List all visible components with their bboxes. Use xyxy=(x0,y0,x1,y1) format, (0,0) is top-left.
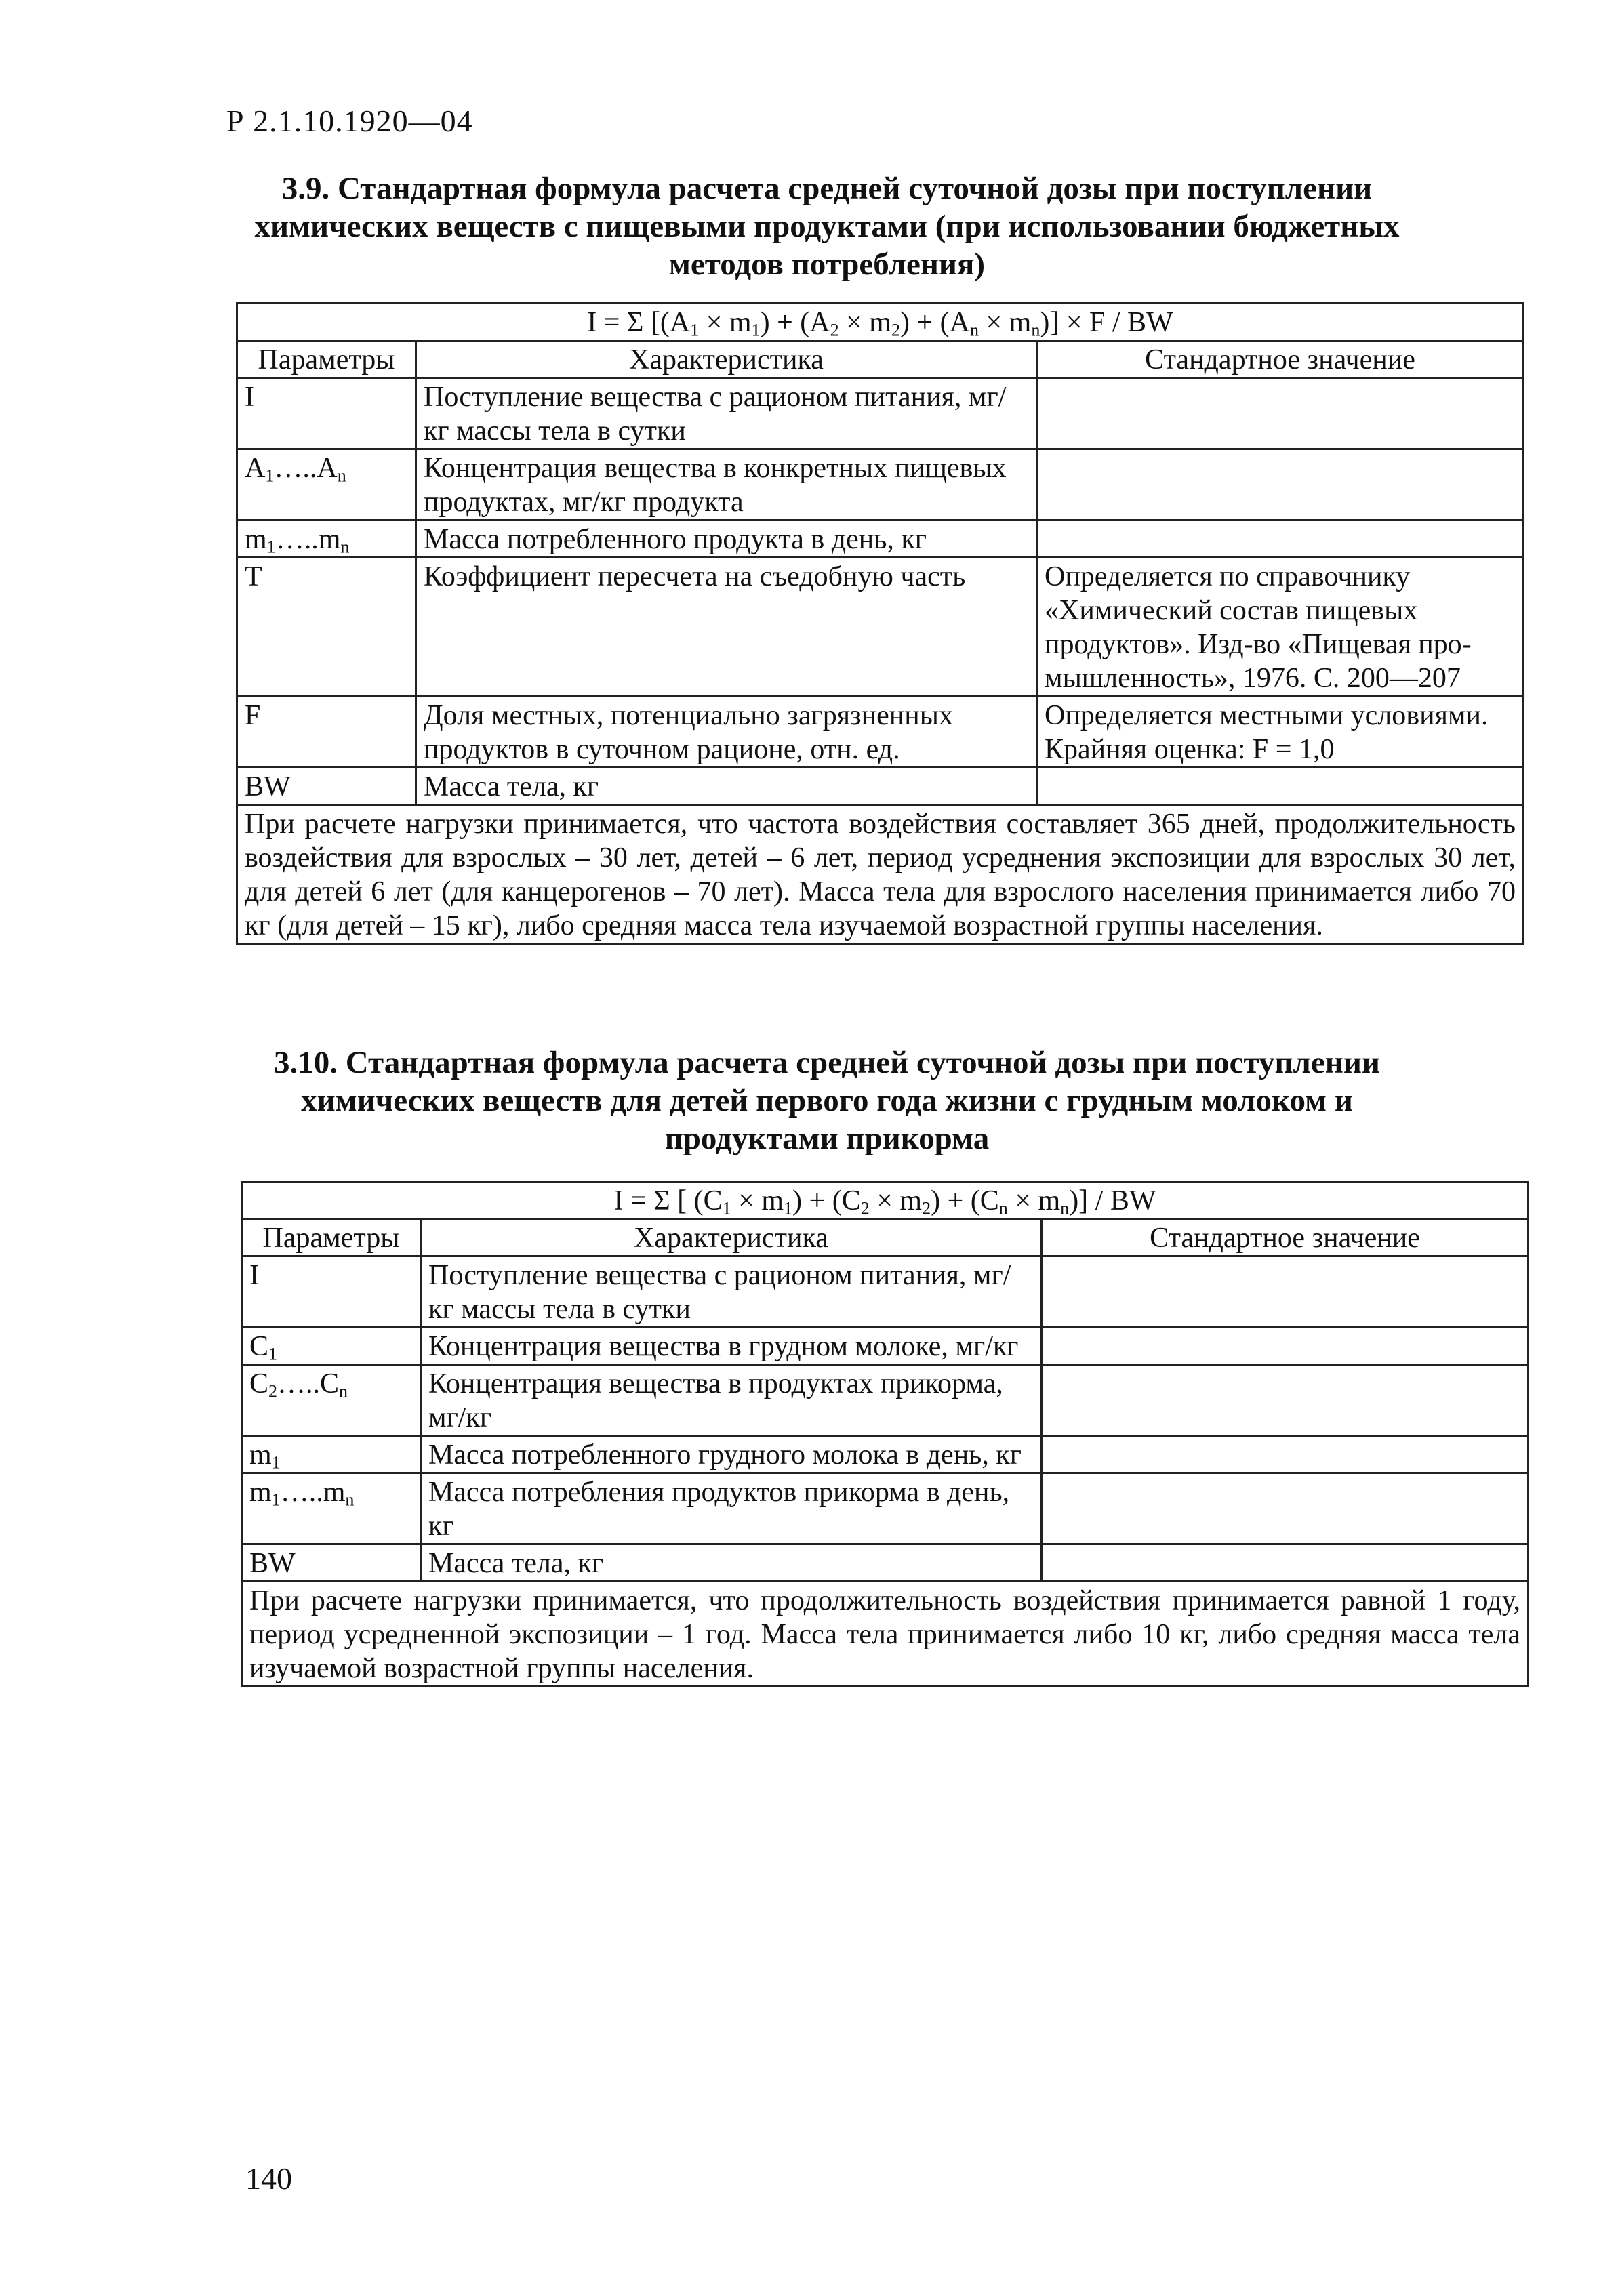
parameter-symbol: $m_1\dots..m_n$ xyxy=(242,1473,421,1544)
parameter-description: Масса потребления продуктов прикорма в день, кг xyxy=(421,1473,1042,1544)
formula: I = Σ [ $(C_1 \times m_1) + (C_2 \times m_2) + (C_n \times m_n)$] / BW xyxy=(242,1182,1529,1219)
page-number: 140 xyxy=(245,2161,292,2196)
parameter-standard-value xyxy=(1037,520,1524,558)
document-code: Р 2.1.10.1920—04 xyxy=(226,104,473,138)
header-standard-value: Стандартное значение xyxy=(1042,1219,1529,1256)
parameter-rows xyxy=(242,1256,1529,1582)
calculation-note: При расчете нагрузки принимается, что частота воздействия составляет 365 дней, продолжительность воздействия для взрослых – 30 лет, детей – 6 лет, период усреднения экспозиции для взрослых 30 лет, для детей 6 лет (для канцерогенов – 70 лет). Масса тела для взрослого населения принимается либо 70 кг (для детей – 15 кг), либо средняя масса тела изучаемой возрастной группы населения. xyxy=(237,805,1524,944)
parameter-description: Масса тела, кг xyxy=(421,1544,1042,1582)
header-description: Характеристика xyxy=(416,341,1037,378)
section-3-9-title: 3.9. Стандартная формула расчета средней суточной дозы при поступлении химических веществ с пищевыми продуктами (при использовании бюджетных методов потребления) xyxy=(254,171,1400,282)
parameter-description: Концентрация вещества в грудном молоке, мг/кг xyxy=(421,1328,1042,1365)
parameter-symbol: $A_1\dots..A_n$ xyxy=(237,449,416,520)
table-row xyxy=(242,1473,1529,1544)
table-row xyxy=(242,1436,1529,1473)
table-row xyxy=(237,520,1524,558)
table-row xyxy=(237,558,1524,697)
parameter-standard-value xyxy=(1037,378,1524,449)
parameter-standard-value xyxy=(1042,1365,1529,1436)
header-params: Параметры xyxy=(237,341,416,378)
parameter-standard-value xyxy=(1037,449,1524,520)
parameter-symbol: $C_2\dots..C_n$ xyxy=(242,1365,421,1436)
formula: I = Σ $[(A_1 \times m_1) + (A_2 \times m_2) + (A_n \times m_n)] \times F$ / BW xyxy=(237,304,1524,341)
parameter-symbol: I xyxy=(237,378,416,449)
parameter-symbol: $m_1\dots..m_n$ xyxy=(237,520,416,558)
formula-row xyxy=(242,1182,1529,1219)
note-row xyxy=(237,805,1524,944)
calculation-note: При расчете нагрузки принимается, что продолжительность воздействия принимается равной 1 году, период усредненной экспозиции – 1 год. Масса тела принимается либо 10 кг, либо средняя масса тела изучаемой возрастной группы населения. xyxy=(242,1582,1529,1687)
parameter-standard-value: Определяется местными условиями. Крайняя оценка: F = 1,0 xyxy=(1037,697,1524,768)
section-3-10-title: 3.10. Стандартная формула расчета средней суточной дозы при поступлении химических веществ для детей первого года жизни с грудным молоком и продуктами прикорма xyxy=(273,1045,1380,1156)
parameter-symbol: T xyxy=(237,558,416,697)
table-row xyxy=(237,378,1524,449)
parameter-description: Масса потребленного продукта в день, кг xyxy=(416,520,1037,558)
table-row xyxy=(237,449,1524,520)
formula-row xyxy=(237,304,1524,341)
parameter-symbol: F xyxy=(237,697,416,768)
table-row xyxy=(237,697,1524,768)
table-row xyxy=(242,1256,1529,1328)
parameter-description: Масса тела, кг xyxy=(416,768,1037,805)
table-row xyxy=(237,768,1524,805)
parameter-description: Поступление вещества с рационом питания, мг/кг массы тела в сутки xyxy=(421,1256,1042,1328)
header-params: Параметры xyxy=(242,1219,421,1256)
table-row xyxy=(242,1544,1529,1582)
parameter-standard-value: Определяется по справочнику «Химический состав пищевых продуктов». Изд-во «Пищевая промышленность», 1976. С. 200—207 xyxy=(1037,558,1524,697)
formula-table-3-10 xyxy=(241,1181,1529,1687)
parameter-standard-value xyxy=(1037,768,1524,805)
header-standard-value: Стандартное значение xyxy=(1037,341,1524,378)
formula-table-3-9 xyxy=(236,302,1524,945)
table-header-row xyxy=(237,341,1524,378)
table-row xyxy=(242,1328,1529,1365)
table-header-row xyxy=(242,1219,1529,1256)
note-row xyxy=(242,1582,1529,1687)
header-description: Характеристика xyxy=(421,1219,1042,1256)
parameter-description: Концентрация вещества в конкретных пищевых продуктах, мг/кг продукта xyxy=(416,449,1037,520)
parameter-symbol: BW xyxy=(237,768,416,805)
parameter-description: Коэффициент пересчета на съедобную часть xyxy=(416,558,1037,697)
parameter-description: Доля местных, потенциально загрязненных продуктов в суточном рационе, отн. ед. xyxy=(416,697,1037,768)
parameter-description: Концентрация вещества в продуктах прикорма, мг/кг xyxy=(421,1365,1042,1436)
parameter-symbol: $C_1$ xyxy=(242,1328,421,1365)
parameter-standard-value xyxy=(1042,1256,1529,1328)
parameter-standard-value xyxy=(1042,1473,1529,1544)
parameter-rows xyxy=(237,378,1524,805)
parameter-standard-value xyxy=(1042,1328,1529,1365)
table-row xyxy=(242,1365,1529,1436)
parameter-description: Масса потребленного грудного молока в день, кг xyxy=(421,1436,1042,1473)
parameter-symbol: BW xyxy=(242,1544,421,1582)
parameter-standard-value xyxy=(1042,1436,1529,1473)
parameter-symbol: $m_1$ xyxy=(242,1436,421,1473)
parameter-symbol: I xyxy=(242,1256,421,1328)
parameter-description: Поступление вещества с рационом питания, мг/кг массы тела в сутки xyxy=(416,378,1037,449)
parameter-standard-value xyxy=(1042,1544,1529,1582)
